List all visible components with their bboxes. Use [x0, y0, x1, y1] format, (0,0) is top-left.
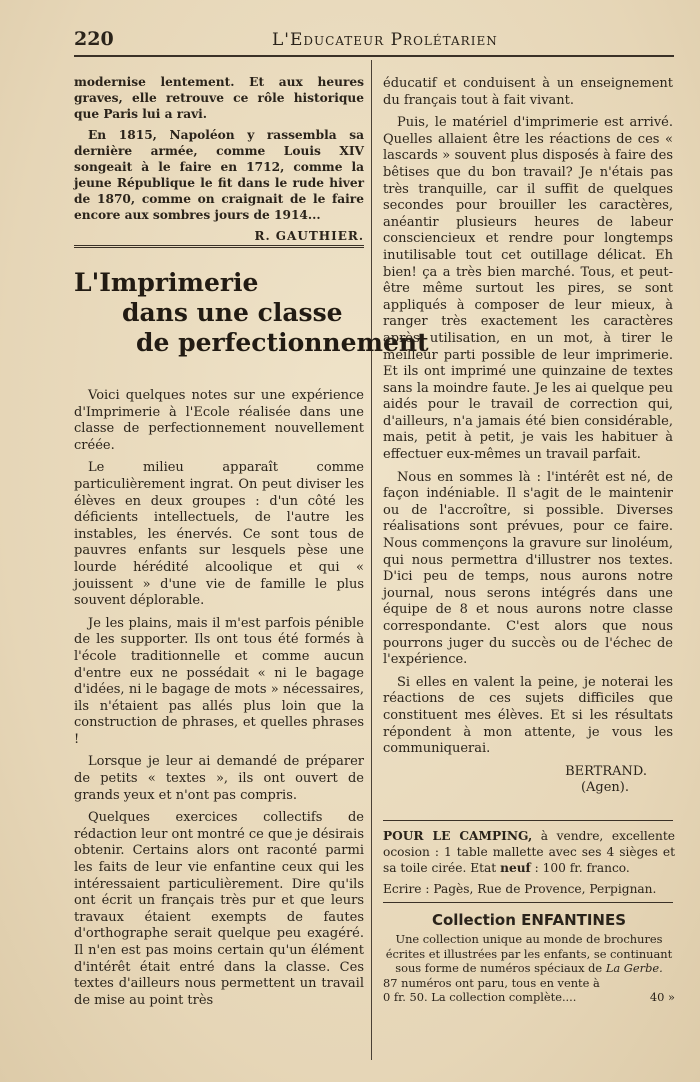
collection-text: Une collection unique au monde de brochures écrites et illustrées par les enfants, se continuant sous forme de numéros spéciaux de [385, 932, 673, 975]
article-body-right [383, 76, 673, 797]
title-line: de perfectionnement [136, 328, 429, 357]
page-number: 220 [74, 28, 114, 50]
collection-title: Collection ENFANTINES [431, 911, 627, 929]
classified-ad [383, 828, 675, 902]
article-paragraph: Je les plains, mais il m'est parfois pénible de les supporter. Ils ont tous été formés à l'école traditionnelle et comme aucun d'entre eux ne possédait « ni le bagage d'idées, ni le bagage de mots » nécessaires, ils n'étaient pas allés plus loin que la construction de phrases, et quelles phrases ! [74, 615, 364, 747]
collection-price-row [383, 990, 675, 1005]
ad-text-part: à vendre, excellente ocosion : 1 table mallette avec ses 4 sièges et sa toile cirée. Etat [383, 829, 675, 875]
ad-neuf: neuf [500, 861, 531, 875]
title-line: dans une classe [122, 298, 343, 327]
article-paragraph: Le milieu apparaît comme particulièrement ingrat. On peut diviser les élèves en deux groupes : d'un côté les déficients intellectuels, de l'autre les instables, les énervés. Ce sont tous de pauvres enfants sur lesquels pèse une lourde hérédité alcoolique et qui « jouissent » d'une vie de famille le plus souvent déplorable. [74, 460, 364, 609]
previous-article-end [74, 74, 364, 244]
article-paragraph: Voici quelques notes sur une expérience d'Imprimerie à l'Ecole réalisée dans une classe de perfectionnement nouvellement créée. [74, 388, 364, 453]
article-paragraph: Si elles en valent la peine, je noterai les réactions de ces sujets difficiles que constituent mes élèves. Et si les résultats répondent à mon attente, je vous les communiquerai. [383, 674, 673, 757]
collection-price-label: 0 fr. 50. La collection complète.... [383, 990, 577, 1004]
article-title [74, 268, 429, 358]
article-paragraph: Lorsque je leur ai demandé de préparer de petits « textes », ils ont ouvert de grands yeux et n'ont pas compris. [74, 754, 364, 803]
previous-article-author: R. GAUTHIER. [254, 229, 364, 243]
title-line: L'Imprimerie [74, 268, 259, 297]
article-body-left [74, 388, 364, 1015]
page-header [74, 28, 674, 56]
header-rule [74, 55, 674, 57]
previous-article-paragraph: modernise lentement. Et aux heures graves, elle retrouve ce rôle historique que Paris lui a ravi. [74, 75, 364, 121]
article-author: BERTRAND. [565, 763, 647, 779]
ad-text-part: : 100 fr. franco. [530, 861, 630, 875]
article-paragraph: éducatif et conduisent à un enseignement du français tout à fait vivant. [383, 76, 673, 108]
ad-text [383, 828, 675, 876]
article-paragraph: Puis, le matériel d'imprimerie est arrivé. Quelles allaient être les réactions de ces « lascards » souvent plus disposés à faire des bêtises que du bon travail? Je n'étais pas très tranquille, car il suffit de quelques secondes pour brouiller les caractères, anéantir plusieurs heures de labeur consciencieux et rendre pour longtemps inutilisable tout cet outillage délicat. Eh bien! ça a très bien marché. Tous, et peut-être même surtout les pires, se sont appliqués à composer de leur mieux, à ranger très exactement les caractères après utilisation, en un mot, à tirer le meilleur parti possible de leur imprimerie. Et ils ont imprimé une quinzaine de textes sans la moindre faute. Je les ai quelque peu aidés pour le travail de correction qui, d'ailleurs, n'a jamais été bien considérable, mais, petit à petit, je vais les habituer à effectuer eux-mêmes un travail parfait. [383, 115, 673, 463]
ad-lead: POUR LE CAMPING, [383, 829, 533, 843]
article-paragraph: Nous en sommes là : l'intérêt est né, de façon indéniable. Il s'agit de le maintenir ou de l'accroître, si possible. Diverses réalisations sont prévues, pour ce faire. Nous commençons la gravure sur linoléum, qui nous permettra d'illustrer nos textes. D'ici peu de temps, nous aurons notre journal, nous serons intégrés dans une équipe de 8 et nous aurons notre classe correspondante. C'est alors que nous pourrons juger du succès ou de l'échec de l'expérience. [383, 469, 673, 668]
article-place: (Agen). [580, 780, 629, 796]
collection-body [383, 932, 675, 1005]
collection-count: 87 numéros ont paru, tous en vente à [383, 975, 600, 990]
collection-gerbe: La Gerbe. [605, 961, 663, 975]
ad-contact: Ecrire : Pagès, Rue de Provence, Perpignan. [383, 882, 657, 896]
column-divider [371, 60, 372, 1060]
collection-separator [383, 902, 673, 903]
collection-description [383, 932, 675, 976]
article-separator [74, 245, 364, 248]
previous-article-paragraph: En 1815, Napoléon y rassembla sa dernière armée, comme Louis XIV songeait à le faire en 1712, comme la jeune République le fit dans le rude hiver de 1870, comme on craignait de le faire encore aux sombres jours de 1914... [74, 128, 364, 222]
article-paragraph: Quelques exercices collectifs de rédaction leur ont montré ce que je désirais obtenir. Certains alors ont raconté parmi les faits de leur vie enfantine ceux qui les intéressaient particulièrement. Dire qu'ils ont écrit un français très pur et que leurs travaux étaient exempts de fautes d'orthographe serait quelque peu exagéré. Il n'en est pas moins certain qu'un élément d'intérêt était entré dans la classe. Ces textes d'ailleurs nous permettent un travail de mise au point très [74, 810, 365, 1008]
journal-title: L'Educateur Prolétarien [272, 30, 498, 50]
ad-separator [383, 820, 673, 821]
collection-price: 40 » [649, 990, 675, 1004]
